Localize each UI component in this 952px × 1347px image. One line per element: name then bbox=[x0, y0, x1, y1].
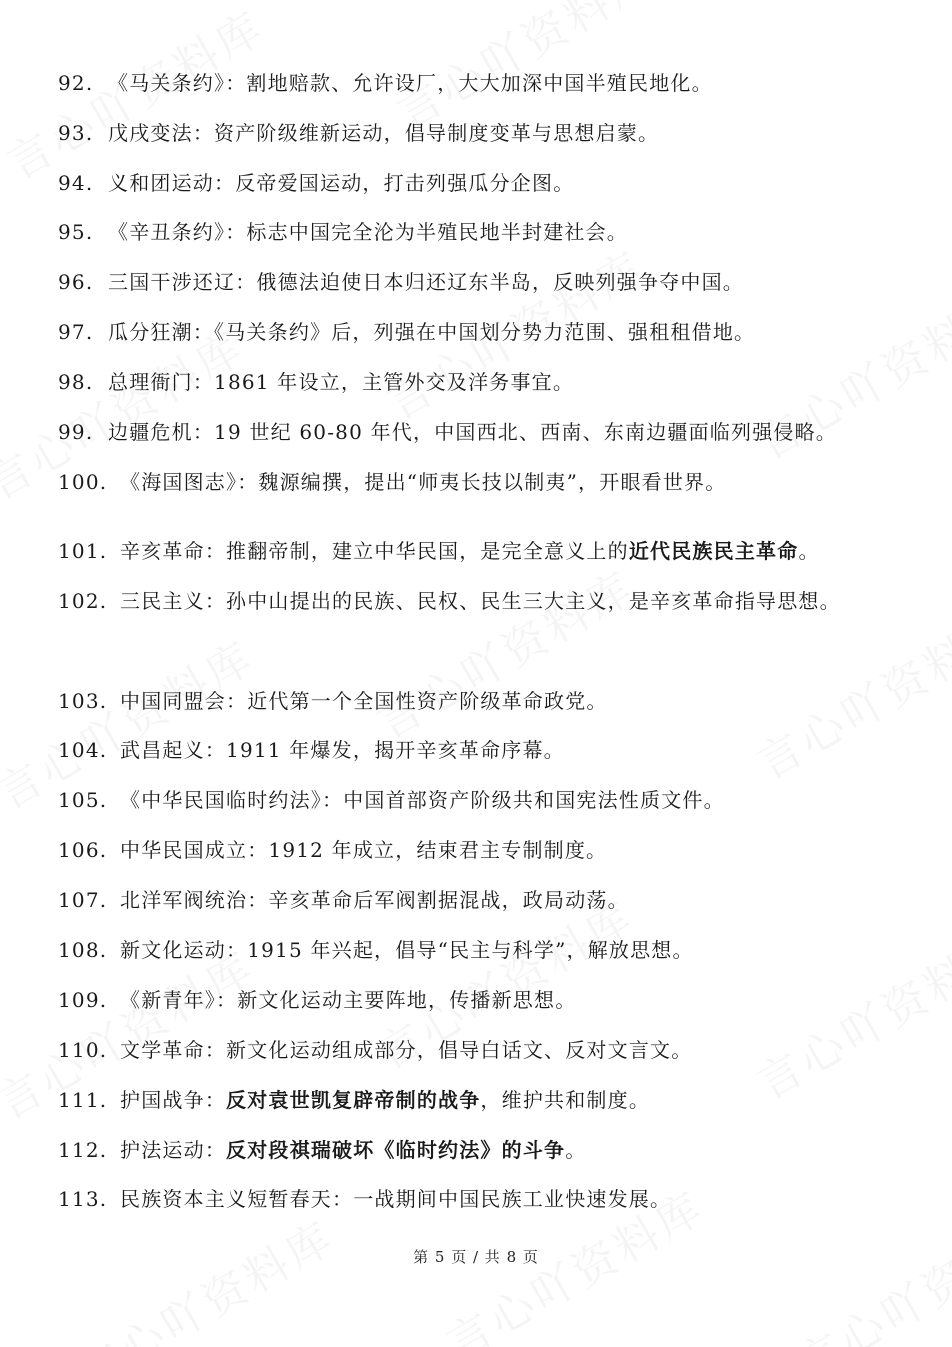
list-item bbox=[58, 170, 932, 196]
item-term: 边疆危机 bbox=[108, 420, 193, 444]
list-item bbox=[58, 538, 932, 564]
item-separator: ： bbox=[225, 71, 247, 95]
item-number: 101. bbox=[58, 539, 108, 563]
item-term: 《海国图志》 bbox=[120, 470, 238, 494]
item-separator: ： bbox=[322, 788, 344, 812]
item-number: 105. bbox=[58, 788, 108, 812]
item-description: 辛亥革命后军阀割据混战，政局动荡。 bbox=[268, 888, 629, 912]
item-description: 孙中山提出的民族、民权、民生三大主义，是辛亥革命指导思想。 bbox=[226, 589, 841, 613]
watermark bbox=[63, 1202, 344, 1347]
item-number: 108. bbox=[58, 938, 108, 962]
item-number: 104. bbox=[58, 738, 108, 762]
item-term: 中华民国成立 bbox=[120, 838, 248, 862]
item-separator: ： bbox=[332, 1187, 354, 1211]
item-description: 资产阶级维新运动，倡导制度变革与思想启蒙。 bbox=[214, 121, 660, 145]
item-separator: ： bbox=[225, 220, 247, 244]
item-separator: ： bbox=[204, 589, 227, 613]
item-term: 《马关条约》 bbox=[108, 71, 226, 95]
item-description: 反帝爱国运动，打击列强瓜分企图。 bbox=[235, 171, 575, 195]
list-item bbox=[58, 887, 932, 913]
item-number: 109. bbox=[58, 988, 108, 1012]
page-number-label: 第 5 页 / 共 8 页 bbox=[413, 1248, 539, 1266]
item-number: 98. bbox=[58, 370, 94, 394]
item-description: 推翻帝制，建立中华民国，是完全意义上的 bbox=[226, 539, 629, 563]
item-term: 辛亥革命 bbox=[120, 539, 205, 563]
item-number: 95. bbox=[58, 220, 94, 244]
list-item bbox=[58, 576, 894, 626]
list-item bbox=[58, 269, 932, 295]
item-emphasis: 反对袁世凯复辟帝制的战争 bbox=[226, 1088, 481, 1112]
list-item bbox=[58, 937, 932, 963]
list-item bbox=[58, 219, 932, 245]
item-separator: ： bbox=[237, 470, 259, 494]
item-description: 魏源编撰，提出“师夷长技以制夷”，开眼看世界。 bbox=[258, 470, 727, 494]
item-description: 《马关条约》后，列强在中国划分势力范围、强租租借地。 bbox=[214, 320, 756, 344]
item-term: 瓜分狂潮 bbox=[108, 320, 193, 344]
item-separator: ： bbox=[192, 370, 215, 394]
item-number: 102. bbox=[58, 589, 108, 613]
item-number: 100. bbox=[58, 470, 108, 494]
item-tail: 。 bbox=[798, 539, 820, 563]
list-item bbox=[58, 987, 932, 1013]
item-separator: ： bbox=[247, 838, 269, 862]
item-emphasis: 近代民族民主革命 bbox=[628, 539, 799, 563]
item-separator: ： bbox=[192, 320, 215, 344]
item-description: 1861 年设立，主管外交及洋务事宜。 bbox=[214, 370, 575, 394]
item-description: 一战期间中国民族工业快速发展。 bbox=[353, 1187, 672, 1211]
item-separator: ： bbox=[204, 738, 227, 762]
item-term: 《辛丑条约》 bbox=[108, 220, 226, 244]
item-separator: ： bbox=[216, 988, 238, 1012]
list-item bbox=[58, 837, 932, 863]
item-tail: ，维护共和制度。 bbox=[480, 1088, 651, 1112]
watermark bbox=[783, 1192, 952, 1347]
item-number: 93. bbox=[58, 121, 94, 145]
item-number: 92. bbox=[58, 71, 94, 95]
item-term: 武昌起义 bbox=[120, 738, 205, 762]
item-term: 新文化运动 bbox=[120, 938, 226, 962]
item-number: 99. bbox=[58, 420, 94, 444]
item-emphasis: 反对段祺瑞破坏《临时约法》的斗争 bbox=[226, 1138, 566, 1162]
list-item bbox=[58, 688, 932, 714]
item-separator: ： bbox=[235, 270, 257, 294]
item-term: 民族资本主义短暂春天 bbox=[120, 1187, 332, 1211]
item-term: 北洋军阀统治 bbox=[120, 888, 248, 912]
item-separator: ： bbox=[192, 420, 215, 444]
item-number: 103. bbox=[58, 689, 108, 713]
list-item bbox=[58, 1087, 932, 1113]
item-term: 义和团运动 bbox=[108, 171, 214, 195]
item-number: 96. bbox=[58, 270, 94, 294]
list-item bbox=[58, 1137, 932, 1163]
item-description: 俄德法迫使日本归还辽东半岛，反映列强争夺中国。 bbox=[256, 270, 745, 294]
item-term: 文学革命 bbox=[120, 1038, 205, 1062]
list-item bbox=[58, 787, 932, 813]
page-footer bbox=[0, 1246, 952, 1267]
item-term: 《中华民国临时约法》 bbox=[120, 788, 322, 812]
item-separator: ： bbox=[192, 121, 215, 145]
item-term: 中国同盟会 bbox=[120, 689, 226, 713]
item-separator: ： bbox=[204, 539, 227, 563]
item-number: 111. bbox=[58, 1088, 108, 1112]
item-number: 94. bbox=[58, 171, 94, 195]
item-separator: ： bbox=[204, 1138, 227, 1162]
item-description: 1915 年兴起，倡导“民主与科学”，解放思想。 bbox=[247, 938, 694, 962]
list-item bbox=[58, 70, 932, 96]
item-number: 106. bbox=[58, 838, 108, 862]
list-item bbox=[58, 319, 932, 345]
item-description: 1912 年成立，结束君主专制制度。 bbox=[268, 838, 608, 862]
list-item bbox=[58, 120, 932, 146]
item-separator: ： bbox=[247, 888, 269, 912]
list-item bbox=[58, 1186, 932, 1212]
item-tail: 。 bbox=[565, 1138, 587, 1162]
item-number: 112. bbox=[58, 1138, 108, 1162]
item-description: 近代第一个全国性资产阶级革命政党。 bbox=[247, 689, 608, 713]
list-item bbox=[58, 419, 932, 445]
item-separator: ： bbox=[214, 171, 236, 195]
item-separator: ： bbox=[204, 1088, 227, 1112]
item-term: 戊戌变法 bbox=[108, 121, 193, 145]
list-item bbox=[58, 369, 932, 395]
item-description: 中国首部资产阶级共和国宪法性质文件。 bbox=[343, 788, 725, 812]
item-number: 107. bbox=[58, 888, 108, 912]
item-description: 标志中国完全沦为半殖民地半封建社会。 bbox=[246, 220, 629, 244]
item-term: 护法运动 bbox=[120, 1138, 205, 1162]
item-number: 113. bbox=[58, 1187, 108, 1211]
item-description: 19 世纪 60-80 年代，中国西北、西南、东南边疆面临列强侵略。 bbox=[214, 420, 837, 444]
item-separator: ： bbox=[226, 689, 248, 713]
item-number: 110. bbox=[58, 1038, 108, 1062]
list-item bbox=[58, 469, 932, 495]
item-description: 新文化运动主要阵地，传播新思想。 bbox=[237, 988, 577, 1012]
item-description: 割地赔款、允许设厂，大大加深中国半殖民地化。 bbox=[246, 71, 713, 95]
item-description: 新文化运动组成部分，倡导白话文、反对文言文。 bbox=[226, 1038, 693, 1062]
item-term: 三民主义 bbox=[120, 589, 205, 613]
item-number: 97. bbox=[58, 320, 94, 344]
item-separator: ： bbox=[226, 938, 248, 962]
item-term: 三国干涉还辽 bbox=[108, 270, 236, 294]
item-term: 《新青年》 bbox=[120, 988, 216, 1012]
item-separator: ： bbox=[204, 1038, 227, 1062]
list-item bbox=[58, 737, 932, 763]
item-description: 1911 年爆发，揭开辛亥革命序幕。 bbox=[226, 738, 565, 762]
item-term: 总理衙门 bbox=[108, 370, 193, 394]
item-term: 护国战争 bbox=[120, 1088, 205, 1112]
list-item bbox=[58, 1037, 932, 1063]
